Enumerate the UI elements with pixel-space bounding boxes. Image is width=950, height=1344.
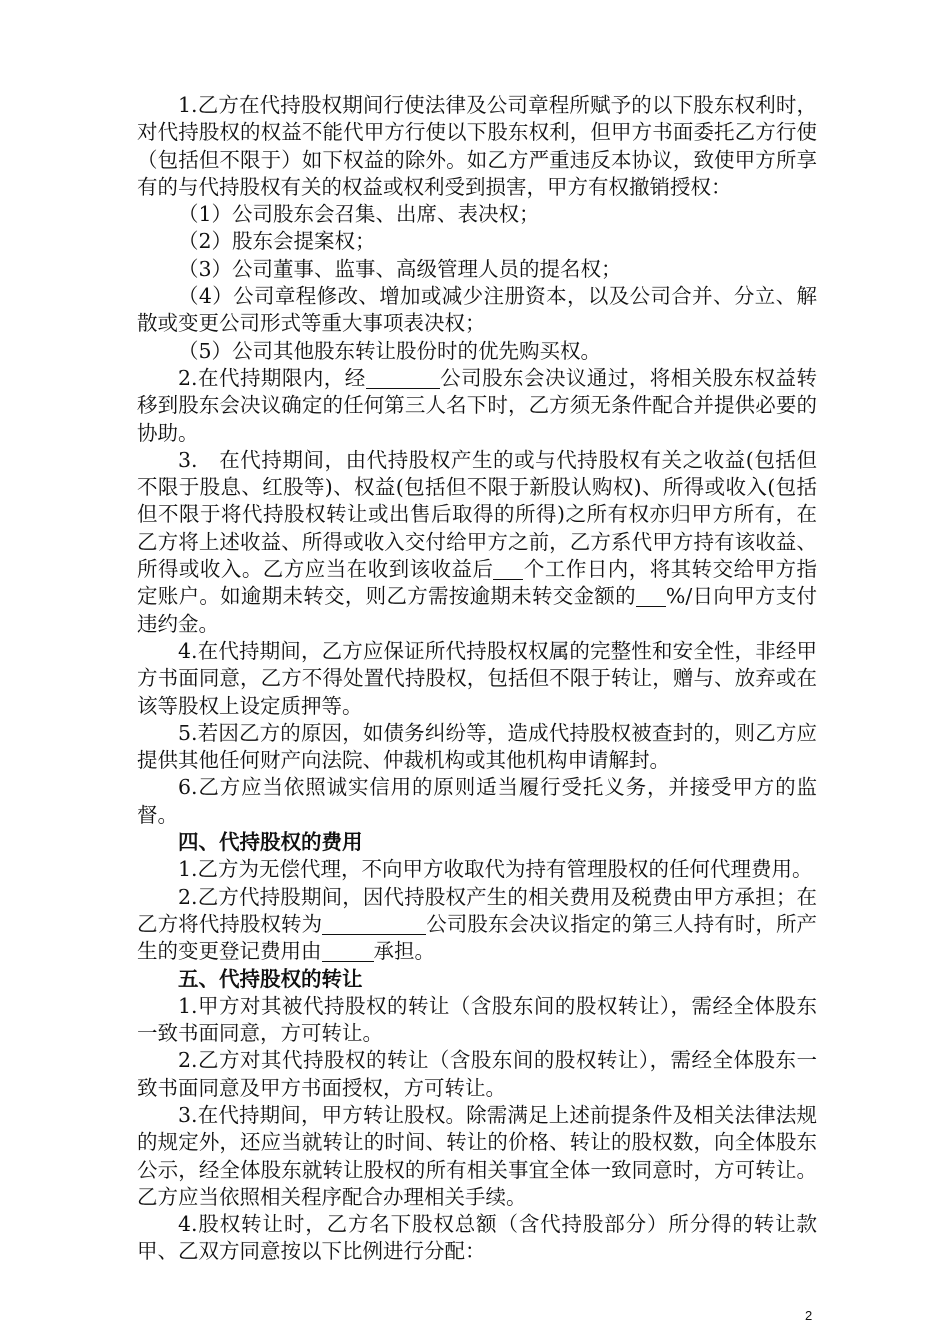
paragraph — [137, 92, 817, 201]
paragraph-text: 2.在代持期限内，经 — [178, 365, 366, 390]
paragraph-text: 1.乙方在代持股权期间行使法律及公司章程所赋予的以下股东权利时，对代持股权的权益不能代甲方行使以下股东权利，但甲方书面委托乙方行使（包括但不限于）如下权益的除外。如乙方严重违反本协议，致使甲方所享有的与代持股权有关的权益或权利受到损害，甲方有权撤销授权： — [137, 93, 817, 199]
fill-in-blank — [636, 585, 666, 608]
paragraph-text: 个工作日内，将其转交给甲方指定账户。如逾期未转交，则乙方需按逾期未转交金额的 — [137, 557, 818, 609]
paragraph-text: 4.股权转让时，乙方名下股权总额（含代持股部分）所分得的转让款甲、乙双方同意按以下比例进行分配： — [137, 1212, 817, 1264]
section-heading — [137, 829, 817, 856]
paragraph-text: 2.乙方代持股期间，因代持股权产生的相关费用及税费由甲方承担；在乙方将代持股权转为 — [137, 884, 817, 936]
paragraph — [137, 720, 817, 775]
paragraph — [137, 228, 817, 255]
fill-in-blank — [322, 940, 374, 963]
fill-in-blank — [366, 367, 440, 390]
paragraph-text: 6.乙方应当依照诚实信用的原则适当履行受托义务，并接受甲方的监督。 — [137, 775, 817, 827]
paragraph — [137, 256, 817, 283]
paragraph — [137, 1102, 817, 1211]
paragraph — [137, 1211, 817, 1266]
paragraph — [137, 1047, 817, 1102]
paragraph-text: （4）公司章程修改、增加或减少注册资本，以及公司合并、分立、解散或变更公司形式等重大事项表决权； — [137, 284, 817, 336]
paragraph — [137, 447, 817, 638]
paragraph-text: 5.若因乙方的原因，如债务纠纷等，造成代持股权被查封的，则乙方应提供其他任何财产向法院、仲裁机构或其他机构申请解封。 — [137, 720, 817, 773]
paragraph-text: 公司股东会决议通过，将相关股东权益转移到股东会决议确定的任何第三人名下时，乙方须无条件配合并提供必要的协助。 — [137, 365, 818, 445]
page-number: 2 — [805, 1308, 813, 1323]
paragraph — [137, 993, 817, 1048]
paragraph-text: %/日向甲方支付违约金。 — [137, 584, 817, 636]
fill-in-blank — [493, 558, 523, 581]
paragraph — [137, 884, 817, 966]
paragraph — [137, 774, 817, 829]
paragraph-text: 承担。 — [373, 939, 435, 964]
paragraph — [137, 283, 817, 338]
paragraph-text: （5）公司其他股东转让股份时的优先购买权。 — [178, 338, 602, 363]
paragraph-text: 4.在代持期间，乙方应保证所代持股权权属的完整性和安全性，非经甲方书面同意，乙方不得处置代持股权，包括但不限于转让，赠与、放弃或在该等股权上设定质押等。 — [137, 638, 817, 718]
paragraph — [137, 365, 817, 447]
paragraph — [137, 638, 817, 720]
document-body — [137, 92, 817, 1266]
paragraph — [137, 201, 817, 228]
paragraph-text: 五、代持股权的转让 — [178, 966, 363, 991]
paragraph-text: 1.甲方对其被代持股权的转让（含股东间的股权转让），需经全体股东一致书面同意，方可转让。 — [137, 993, 817, 1046]
paragraph-text: 1.乙方为无偿代理，不向甲方收取代为持有管理股权的任何代理费用。 — [178, 857, 813, 882]
paragraph-text: 3. 在代持期间，由代持股权产生的或与代持股权有关之收益(包括但不限于股息、红股等)、权益(包括但不限于新股认购权)、所得或收入(包括但不限于将代持股权转让或出售后取得的所得)之所有权亦归甲方所有，在乙方将上述收益、所得或收入交付给甲方之前，乙方系代甲方持有该收益、所得或收入。乙方应当在收到该收益后 — [137, 447, 817, 582]
paragraph-text: （2）股东会提案权； — [178, 229, 376, 254]
paragraph-text: 四、代持股权的费用 — [178, 830, 363, 855]
paragraph-text: （1）公司股东会召集、出席、表决权； — [178, 202, 540, 227]
paragraph-text: 2.乙方对其代持股权的转让（含股东间的股权转让），需经全体股东一致书面同意及甲方书面授权，方可转让。 — [137, 1048, 817, 1100]
paragraph — [137, 856, 817, 883]
section-heading — [137, 966, 817, 993]
paragraph-text: （3）公司董事、监事、高级管理人员的提名权； — [178, 256, 622, 281]
paragraph-text: 3.在代持期间，甲方转让股权。除需满足上述前提条件及相关法律法规的规定外，还应当就转让的时间、转让的价格、转让的股权数，向全体股东公示，经全体股东就转让股权的所有相关事宜全体一致同意时，方可转让。乙方应当依照相关程序配合办理相关手续。 — [137, 1102, 817, 1209]
paragraph — [137, 338, 817, 365]
fill-in-blank — [322, 912, 426, 935]
paragraph-text: 公司股东会决议指定的第三人持有时，所产生的变更登记费用由 — [137, 911, 818, 964]
